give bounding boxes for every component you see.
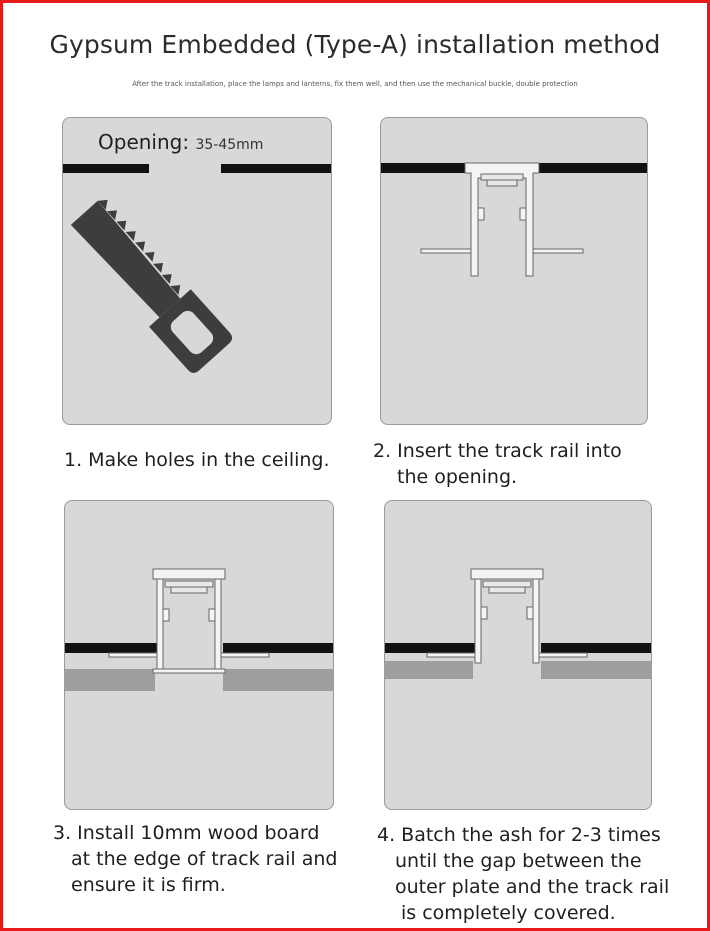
page-title: Gypsum Embedded (Type-A) installation method [49, 30, 661, 59]
step-3-caption [53, 820, 337, 898]
wood-board-left [385, 661, 473, 679]
step-4-panel [384, 500, 652, 810]
opening-value: 35-45mm [195, 137, 264, 153]
step-2-panel [380, 117, 648, 425]
track-rail-icon [109, 569, 269, 673]
wood-board-right [541, 661, 651, 679]
caption-line: is completely covered. [401, 902, 616, 924]
saw-icon [63, 194, 234, 376]
caption-line: 1. Make holes in the ceiling. [64, 449, 330, 471]
step-4-caption [377, 822, 669, 926]
step-1-panel [62, 117, 332, 425]
ceiling-left [63, 164, 149, 173]
ceiling-right [223, 643, 333, 653]
caption-line: 4. Batch the ash for 2-3 times [377, 824, 661, 846]
caption-line: 3. Install 10mm wood board [53, 822, 320, 844]
step-1-illustration [63, 118, 331, 424]
step-4-illustration [385, 501, 651, 809]
step-2-illustration [381, 118, 647, 424]
caption-line: the opening. [397, 466, 518, 488]
wood-board-right [223, 669, 333, 691]
step-2-caption [373, 438, 622, 490]
wood-board-left [65, 669, 155, 691]
track-rail-icon [421, 163, 583, 276]
ceiling-right [221, 164, 331, 173]
opening-label: Opening: [98, 130, 190, 154]
caption-line: until the gap between the [395, 850, 642, 872]
caption-line: ensure it is firm. [71, 874, 226, 896]
ceiling-left [381, 163, 467, 173]
caption-line: outer plate and the track rail [395, 876, 670, 898]
page-subtitle: After the track installation, place the lamps and lanterns, fix them well, and then use the mechanical buckle, double protection [132, 80, 578, 88]
caption-line: 2. Insert the track rail into [373, 440, 622, 462]
ceiling-left [65, 643, 157, 653]
opening-annotation [98, 130, 263, 154]
step-1-caption [64, 447, 330, 473]
ceiling-right [537, 163, 647, 173]
ceiling-right [541, 643, 651, 653]
step-3-panel [64, 500, 334, 810]
step-3-illustration [65, 501, 333, 809]
ceiling-left [385, 643, 475, 653]
caption-line: at the edge of track rail and [71, 848, 338, 870]
